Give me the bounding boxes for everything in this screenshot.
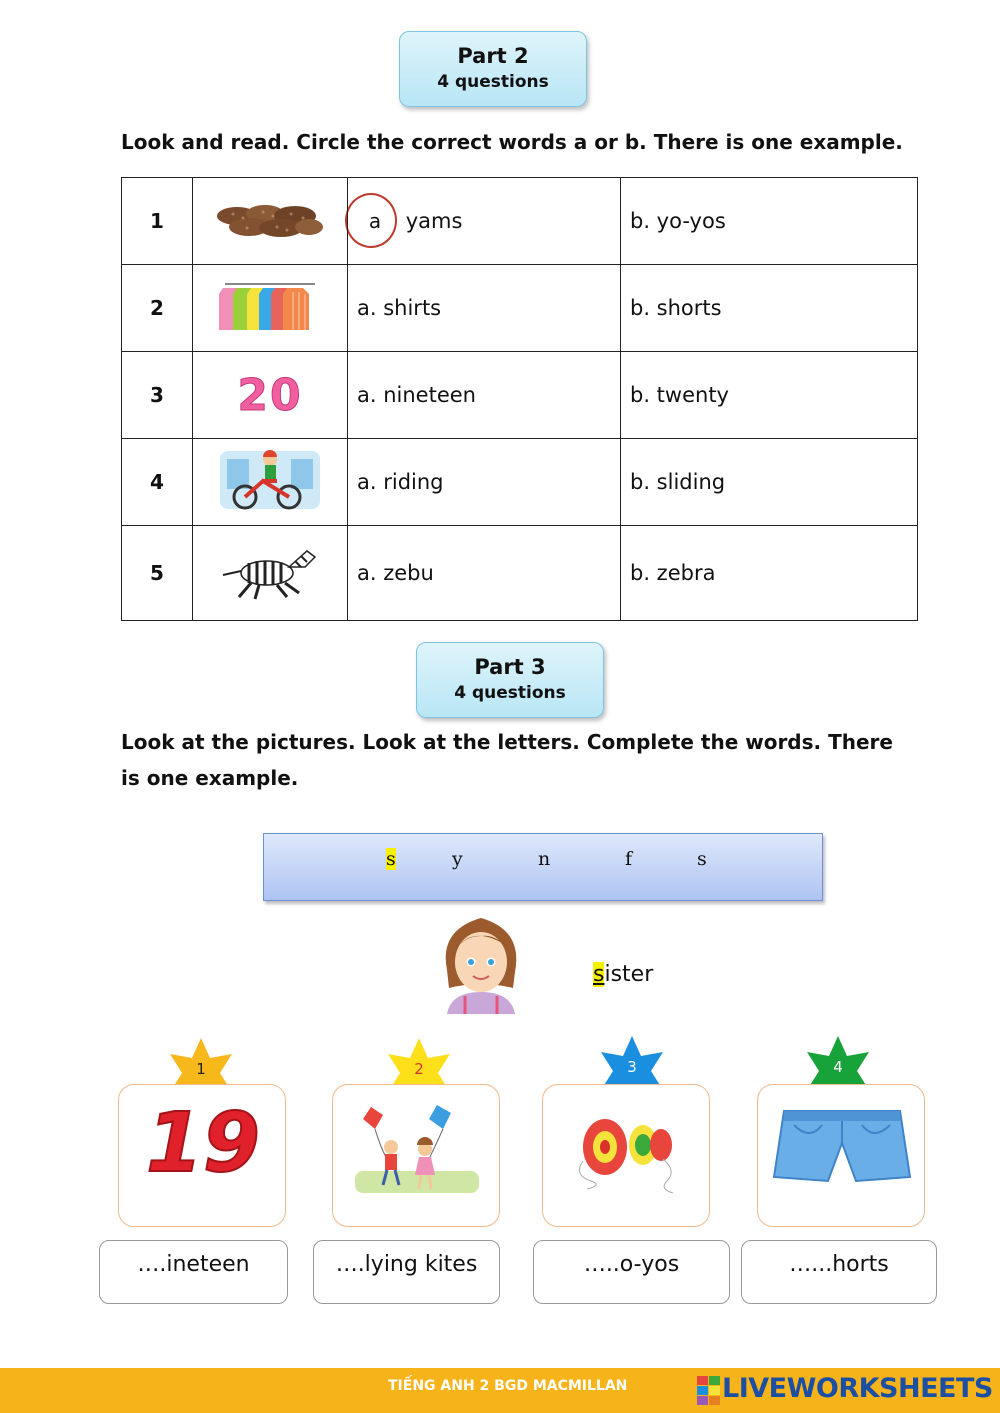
yams-picture: [193, 178, 348, 265]
nineteen-picture: [118, 1084, 286, 1227]
part3-subtitle: 4 questions: [454, 683, 566, 703]
letter-tile: f: [625, 848, 633, 870]
question-number: 2: [122, 265, 193, 352]
option-a-letter: a: [368, 209, 382, 233]
star-number: 3: [627, 1058, 637, 1076]
option-b[interactable]: b. yo-yos: [621, 178, 918, 265]
zebra-picture: [193, 526, 348, 621]
part3-header: [416, 642, 604, 718]
liveworksheets-logo-icon: [697, 1376, 721, 1410]
part2-header: [399, 31, 587, 107]
twenty-number-graphic: 20: [237, 369, 303, 421]
letter-tile: s: [386, 848, 396, 870]
option-a[interactable]: [348, 178, 621, 265]
option-b[interactable]: b. zebra: [621, 526, 918, 621]
yo-yos-picture: [542, 1084, 710, 1227]
footer-text: TIẾNG ANH 2 BGD MACMILLAN: [388, 1378, 628, 1394]
question-number: 1: [122, 178, 193, 265]
letters-bar: [263, 833, 823, 901]
shorts-picture: [757, 1084, 925, 1227]
question-number: 5: [122, 526, 193, 621]
option-b[interactable]: b. twenty: [621, 352, 918, 439]
letter-tile: s: [697, 848, 707, 870]
table-row: [122, 352, 918, 439]
example-first-letter: s: [593, 962, 605, 987]
footer-bar: [0, 1368, 1000, 1413]
riding-picture: [193, 439, 348, 526]
question-number: 3: [122, 352, 193, 439]
option-a[interactable]: a. nineteen: [348, 352, 621, 439]
option-a[interactable]: a. shirts: [348, 265, 621, 352]
option-b[interactable]: b. sliding: [621, 439, 918, 526]
part2-title: Part 2: [457, 44, 529, 68]
flying-kites-picture: [332, 1084, 500, 1227]
star-number: 2: [414, 1060, 424, 1078]
sister-picture: [433, 910, 529, 1018]
question-number: 4: [122, 439, 193, 526]
example-rest: ister: [604, 962, 654, 987]
table-row: [122, 439, 918, 526]
liveworksheets-brand: LIVEWORKSHEETS: [722, 1373, 993, 1404]
letter-tile: n: [538, 848, 551, 870]
shirts-picture: [193, 265, 348, 352]
star-number: 4: [833, 1058, 843, 1076]
twenty-picture: [193, 352, 348, 439]
option-a[interactable]: a. zebu: [348, 526, 621, 621]
part3-title: Part 3: [474, 655, 546, 679]
table-row: [122, 178, 918, 265]
star-number: 1: [196, 1060, 206, 1078]
nineteen-number-graphic: 19: [145, 1096, 261, 1191]
answer-box-1[interactable]: ….ineteen: [99, 1240, 288, 1304]
part2-instruction: Look and read. Circle the correct words a or b. There is one example.: [121, 130, 903, 154]
option-a-text: yams: [405, 209, 463, 233]
table-row: [122, 265, 918, 352]
answer-box-4[interactable]: …...horts: [741, 1240, 937, 1304]
answer-box-3[interactable]: …..o-yos: [533, 1240, 730, 1304]
part2-question-table: [121, 177, 918, 621]
answer-box-2[interactable]: ….lying kites: [313, 1240, 500, 1304]
letter-tile: y: [452, 848, 463, 870]
example-word: [593, 962, 653, 987]
part3-instruction: Look at the pictures. Look at the letters. Complete the words. There is one example.: [121, 730, 893, 790]
option-a[interactable]: a. riding: [348, 439, 621, 526]
option-b[interactable]: b. shorts: [621, 265, 918, 352]
part2-subtitle: 4 questions: [437, 72, 549, 92]
table-row: [122, 526, 918, 621]
